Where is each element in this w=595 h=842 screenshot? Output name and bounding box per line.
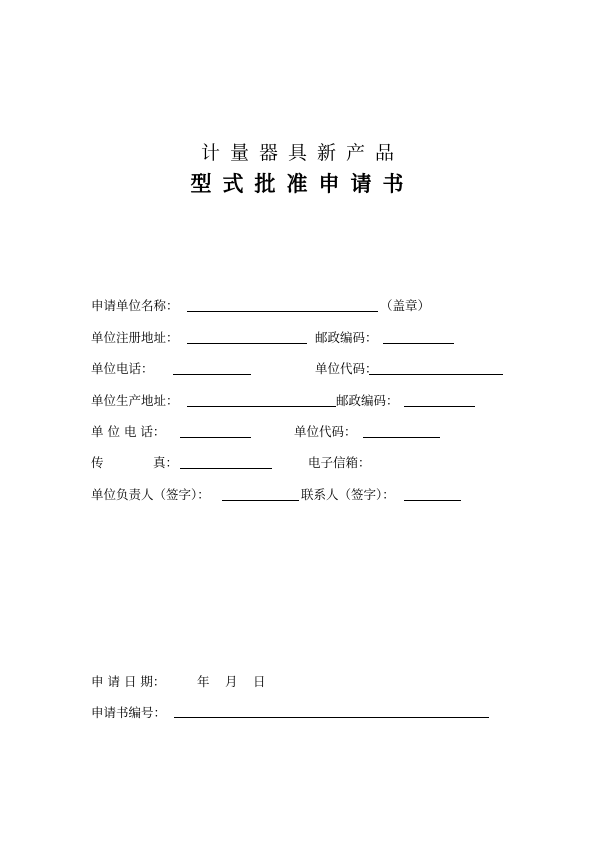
unit-code-field-1[interactable] — [369, 374, 503, 375]
unit-code-field-2[interactable] — [363, 437, 440, 438]
month-label: 月 — [225, 674, 238, 689]
fax-field[interactable] — [180, 468, 272, 469]
postal-code-label-2: 邮政编码： — [336, 393, 399, 408]
responsible-person-field[interactable] — [222, 500, 299, 501]
email-label: 电子信箱： — [308, 455, 371, 470]
application-number-field[interactable] — [174, 717, 489, 718]
seal-label: （盖章） — [380, 298, 431, 313]
phone-field-1[interactable] — [173, 374, 251, 375]
postal-code-field-1[interactable] — [383, 343, 454, 344]
contact-person-field[interactable] — [404, 500, 461, 501]
unit-code-label-1: 单位代码： — [315, 361, 378, 376]
application-number-label: 申请书编号： — [91, 705, 167, 720]
phone-label-1: 单位电话： — [91, 361, 154, 376]
applicant-name-field[interactable] — [187, 311, 378, 312]
responsible-person-label: 单位负责人（签字）： — [91, 487, 210, 502]
document-title-line1: 计量器具新产品 — [200, 142, 404, 164]
production-address-label: 单位生产地址： — [91, 393, 179, 408]
fax-label-char2: 真： — [153, 455, 179, 470]
phone-label-2: 单 位 电 话： — [91, 424, 166, 439]
production-address-field[interactable] — [187, 406, 336, 407]
year-label: 年 — [197, 674, 210, 689]
postal-code-field-2[interactable] — [404, 406, 475, 407]
day-label: 日 — [253, 674, 266, 689]
contact-person-label: 联系人（签字）： — [301, 487, 395, 502]
unit-code-label-2: 单位代码： — [294, 424, 357, 439]
application-date-label: 申 请 日 期： — [91, 674, 166, 689]
applicant-name-label: 申请单位名称： — [91, 298, 179, 313]
reg-address-field[interactable] — [187, 343, 307, 344]
reg-address-label: 单位注册地址： — [91, 330, 179, 345]
postal-code-label-1: 邮政编码： — [315, 330, 378, 345]
phone-field-2[interactable] — [180, 437, 251, 438]
fax-label-char1: 传 — [91, 455, 104, 470]
document-title-line2: 型式批准申请书 — [190, 172, 415, 196]
